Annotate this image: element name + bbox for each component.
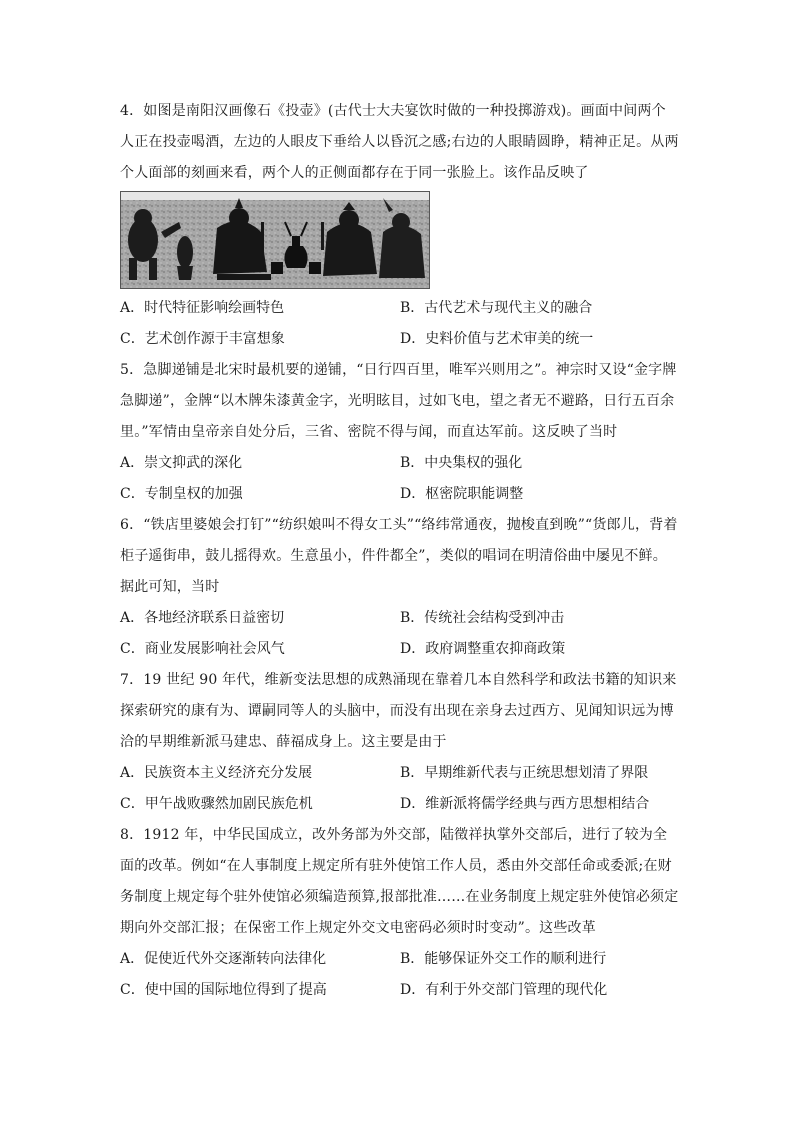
option-b[interactable]: B．中央集权的强化	[400, 455, 523, 471]
question-4	[120, 96, 680, 355]
question-stem: 5．急脚递铺是北宋时最机要的递铺，“日行四百里，唯军兴则用之”。神宗时又设“金字牌急脚递”，金牌“以木牌朱漆黄金字，光明眩目，过如飞电，望之者无不避路，日行五百余里。”军情由皇帝亲自处分后，三省、密院不得与闻，而直达军前。这反映了当时	[120, 362, 677, 440]
option-b[interactable]: B．古代艺术与现代主义的融合	[400, 300, 593, 316]
question-7	[120, 665, 680, 820]
option-d[interactable]: D．维新派将儒学经典与西方思想相结合	[400, 796, 650, 812]
han-stone-relief-image	[120, 191, 430, 289]
options	[120, 758, 680, 820]
question-6	[120, 510, 680, 665]
option-d[interactable]: D．史料价值与艺术审美的统一	[400, 331, 594, 347]
option-c[interactable]: C．甲午战败骤然加剧民族危机	[120, 796, 313, 812]
option-c[interactable]: C．使中国的国际地位得到了提高	[120, 982, 327, 998]
option-c[interactable]: C．艺术创作源于丰富想象	[120, 331, 285, 347]
option-a[interactable]: A．促使近代外交逐渐转向法律化	[120, 951, 327, 967]
question-stem: 6．“铁店里婆娘会打钉”“纺织娘叫不得女工头”“络纬常通夜，抛梭直到晚”“货郎儿，背着柜子遥街串，鼓儿摇得欢。生意虽小，件件都全”，类似的唱词在明清俗曲中屡见不鲜。据此可知，当时	[120, 517, 678, 595]
option-b[interactable]: B．早期维新代表与正统思想划清了界限	[400, 765, 649, 781]
options	[120, 448, 680, 510]
exam-page	[120, 96, 680, 1006]
option-d[interactable]: D．有利于外交部门管理的现代化	[400, 982, 608, 998]
options	[120, 293, 680, 355]
option-c[interactable]: C．商业发展影响社会风气	[120, 641, 285, 657]
option-b[interactable]: B．传统社会结构受到冲击	[400, 610, 565, 626]
option-d[interactable]: D．枢密院职能调整	[400, 486, 524, 502]
option-d[interactable]: D．政府调整重农抑商政策	[400, 641, 566, 657]
option-a[interactable]: A．民族资本主义经济充分发展	[120, 765, 313, 781]
question-5	[120, 355, 680, 510]
option-a[interactable]: A．时代特征影响绘画特色	[120, 300, 285, 316]
question-8	[120, 820, 680, 1006]
options	[120, 944, 680, 1006]
option-b[interactable]: B．能够保证外交工作的顺利进行	[400, 951, 607, 967]
relief-drawing	[121, 192, 429, 288]
question-stem: 8．1912 年，中华民国成立，改外务部为外交部，陆徵祥执掌外交部后，进行了较为全面的改革。例如“在人事制度上规定所有驻外使馆工作人员，悉由外交部任命或委派;在财务制度上规定每个驻外使馆必须编造预算,报部批准……在业务制度上规定驻外使馆必须定期向外交部汇报；在保密工作上规定外交文电密码必须时时变动”。这些改革	[120, 827, 679, 936]
question-stem: 7．19 世纪 90 年代，维新变法思想的成熟涌现在靠着几本自然科学和政法书籍的知识来探索研究的康有为、谭嗣同等人的头脑中，而没有出现在亲身去过西方、见闻知识远为博洽的早期维新派马建忠、薛福成身上。这主要是由于	[120, 672, 677, 750]
option-a[interactable]: A．崇文抑武的深化	[120, 455, 243, 471]
options	[120, 603, 680, 665]
option-c[interactable]: C．专制皇权的加强	[120, 486, 243, 502]
option-a[interactable]: A．各地经济联系日益密切	[120, 610, 285, 626]
question-stem: 4．如图是南阳汉画像石《投壶》(古代士大夫宴饮时做的一种投掷游戏)。画面中间两个人正在投壶喝酒，左边的人眼皮下垂给人以昏沉之感;右边的人眼睛圆睁，精神正足。从两个人面部的刻画来看，两个人的正侧面都存在于同一张脸上。该作品反映了	[120, 103, 679, 181]
